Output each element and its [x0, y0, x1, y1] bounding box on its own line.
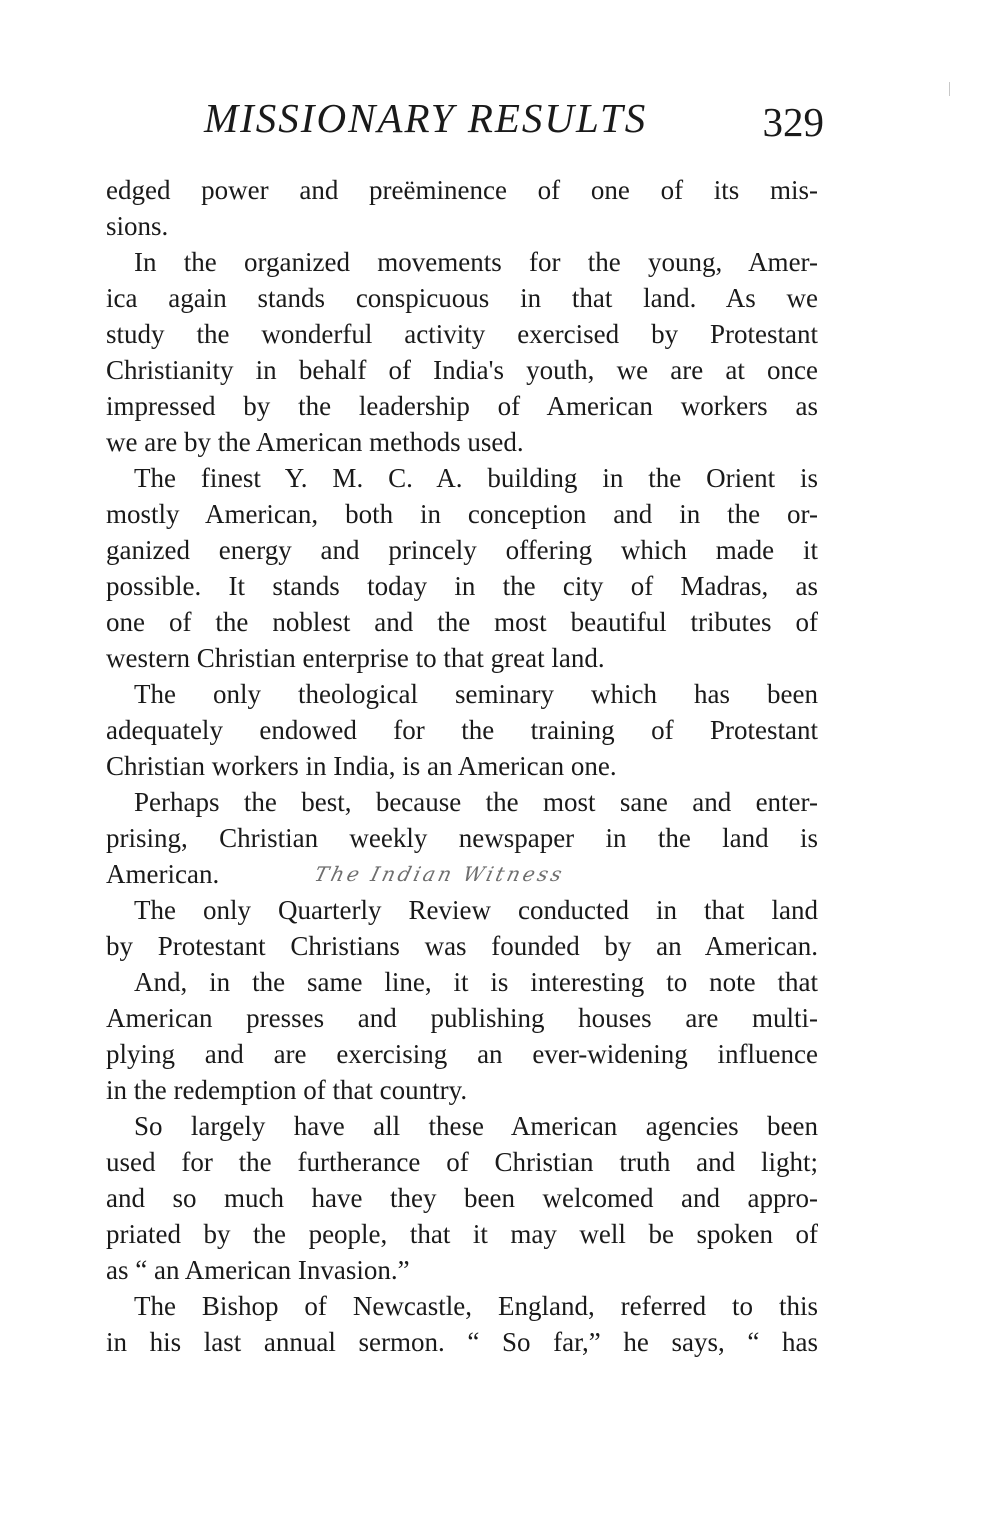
text-line: Perhaps the best, because the most sane and enter- — [134, 787, 818, 817]
text-line: we are by the American methods used. — [106, 427, 524, 457]
text-line: plying and are exercising an ever-widening influence — [106, 1039, 818, 1069]
text-line: adequately endowed for the training of Protestant — [106, 715, 818, 745]
text-line: The finest Y. M. C. A. building in the Orient is — [134, 463, 818, 493]
text-line: priated by the people, that it may well be spoken of — [106, 1219, 818, 1249]
handwritten-annotation: The Indian Witness — [312, 862, 568, 886]
text-line: possible. It stands today in the city of Madras, as — [106, 571, 818, 601]
text-line: in his last annual sermon. “ So far,” he says, “ has — [106, 1327, 818, 1357]
text-line: impressed by the leadership of American workers as — [106, 391, 818, 421]
text-line: Christian workers in India, is an American one. — [106, 751, 617, 781]
text-line: prising, Christian weekly newspaper in the land is — [106, 823, 818, 853]
text-line: sions. — [106, 211, 169, 241]
text-line: The only theological seminary which has been — [134, 679, 818, 709]
text-line: And, in the same line, it is interesting to note that — [134, 967, 818, 997]
scan-mark — [949, 82, 950, 96]
text-line: used for the furtherance of Christian truth and light; — [106, 1147, 818, 1177]
text-line: edged power and preëminence of one of its mis- — [106, 175, 818, 205]
text-line-fragment: American. — [106, 859, 220, 889]
text-line: ica again stands conspicuous in that land. As we — [106, 283, 818, 313]
text-line: In the organized movements for the young, Amer- — [134, 247, 818, 277]
text-line: study the wonderful activity exercised by Protestant — [106, 319, 818, 349]
text-line: American presses and publishing houses are multi- — [106, 1003, 818, 1033]
text-line: as “ an American Invasion.” — [106, 1255, 410, 1285]
running-head — [204, 92, 824, 144]
text-line: The only Quarterly Review conducted in that land — [134, 895, 818, 925]
text-line: one of the noblest and the most beautiful tributes of — [106, 607, 818, 637]
text-line: by Protestant Christians was founded by an American. — [106, 931, 818, 961]
text-line: western Christian enterprise to that great land. — [106, 643, 605, 673]
text-line: ganized energy and princely offering which made it — [106, 535, 818, 565]
text-line: So largely have all these American agencies been — [134, 1111, 818, 1141]
running-title: MISSIONARY RESULTS — [204, 95, 648, 141]
text-line: in the redemption of that country. — [106, 1075, 468, 1105]
text-line: Christianity in behalf of India's youth, we are at once — [106, 355, 818, 385]
page-number: 329 — [762, 99, 824, 145]
text-line: mostly American, both in conception and in the or- — [106, 499, 818, 529]
text-line: The Bishop of Newcastle, England, referred to this — [134, 1291, 818, 1321]
body-text — [106, 172, 818, 1360]
text-line-annotated — [106, 856, 818, 892]
text-line: and so much have they been welcomed and appro- — [106, 1183, 818, 1213]
